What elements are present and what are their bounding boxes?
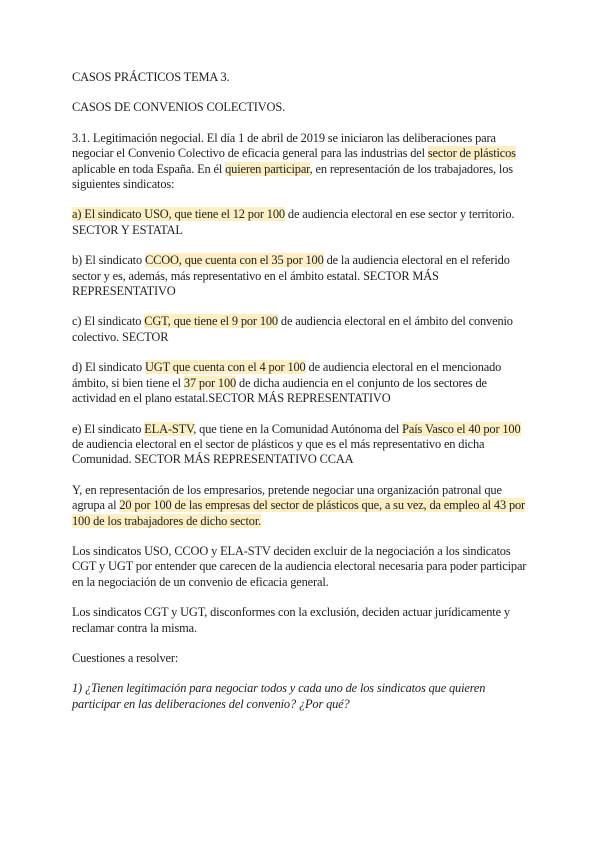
item-a: a) El sindicato USO, que tiene el 12 por 100 de audiencia electoral en ese sector y territorio. SECTOR Y ESTATAL — [72, 207, 515, 237]
highlight-cgt: CGT, que tiene el 9 por 100 — [144, 314, 278, 329]
intro-paragraph: 3.1. Legitimación negocial. El día 1 de abril de 2019 se iniciaron las deliberaciones para negociar el Convenio Colectivo de eficacia general para las industrias del sector de plásticos aplicable en toda España. En él quieren participar, en representación de los trabajadores, los siguientes sindicatos: — [72, 130, 516, 192]
cuestiones-label: Cuestiones a resolver: — [72, 650, 179, 665]
highlight-patronal: 20 por 100 de las empresas del sector de plásticos que, a su vez, da empleo al 43 por 100 de los trabajadores de dicho sector. — [72, 498, 526, 528]
highlight-ela-stv: ELA-STV — [144, 421, 194, 436]
disconformes-paragraph: Los sindicatos CGT y UGT, disconformes con la exclusión, deciden actuar jurídicamente y reclamar contra la misma. — [72, 605, 510, 635]
item-d: d) El sindicato UGT que cuenta con el 4 por 100 de audiencia electoral en el mencionado ámbito, si bien tiene el 37 por 100 de dicha audiencia en el conjunto de los sectores de actividad en el plano estatal.SECTOR MÁS REPRESENTATIVO — [72, 360, 502, 406]
highlight-ugt-37: 37 por 100 — [183, 375, 237, 390]
highlight-pais-vasco: País Vasco el 40 por 100 — [402, 421, 521, 436]
item-b: b) El sindicato CCOO, que cuenta con el 35 por 100 de la audiencia electoral en el referido sector y es, además, más representativo en el ámbito estatal. SECTOR MÁS REPRESENTATIVO — [72, 253, 510, 299]
document-title: CASOS PRÁCTICOS TEMA 3. — [72, 70, 230, 84]
highlight-ugt: UGT que cuenta con el 4 por 100 — [144, 360, 306, 375]
empresarios-paragraph: Y, en representación de los empresarios, pretende negociar una organización patronal que agrupa al 20 por 100 de las empresas del sector de plásticos que, a su vez, da empleo al 43 por 100 de los trabajadores de dicho sector. — [72, 482, 526, 528]
highlight-ccoo: CCOO, que cuenta con el 35 por 100 — [144, 253, 324, 268]
item-e: e) El sindicato ELA-STV, que tiene en la Comunidad Autónoma del País Vasco el 40 por 100 de audiencia electoral en el sector de plásticos y que es el más representativo en dicha Comunidad. SECTOR MÁS REPRESENTATIVO CCAA — [72, 421, 521, 467]
highlight-sector: sector de plásticos — [427, 146, 516, 161]
document-subtitle: CASOS DE CONVENIOS COLECTIVOS. — [72, 100, 286, 115]
highlight-uso: a) El sindicato USO, que tiene el 12 por 100 — [72, 207, 285, 222]
highlight-participar: quieren participar — [225, 161, 310, 176]
item-c: c) El sindicato CGT, que tiene el 9 por 100 de audiencia electoral en el ámbito del convenio colectivo. SECTOR — [72, 314, 513, 344]
question-1: 1) ¿Tienen legitimación para negociar todos y cada uno de los sindicatos que quieren participar en las deliberaciones del convenio? ¿Por qué? — [72, 681, 486, 711]
exclusion-paragraph: Los sindicatos USO, CCOO y ELA-STV deciden excluir de la negociación a los sindicatos CGT y UGT por entender que carecen de la audiencia electoral necesaria para poder participar en la negociación de un convenio de eficacia general. — [72, 543, 527, 589]
